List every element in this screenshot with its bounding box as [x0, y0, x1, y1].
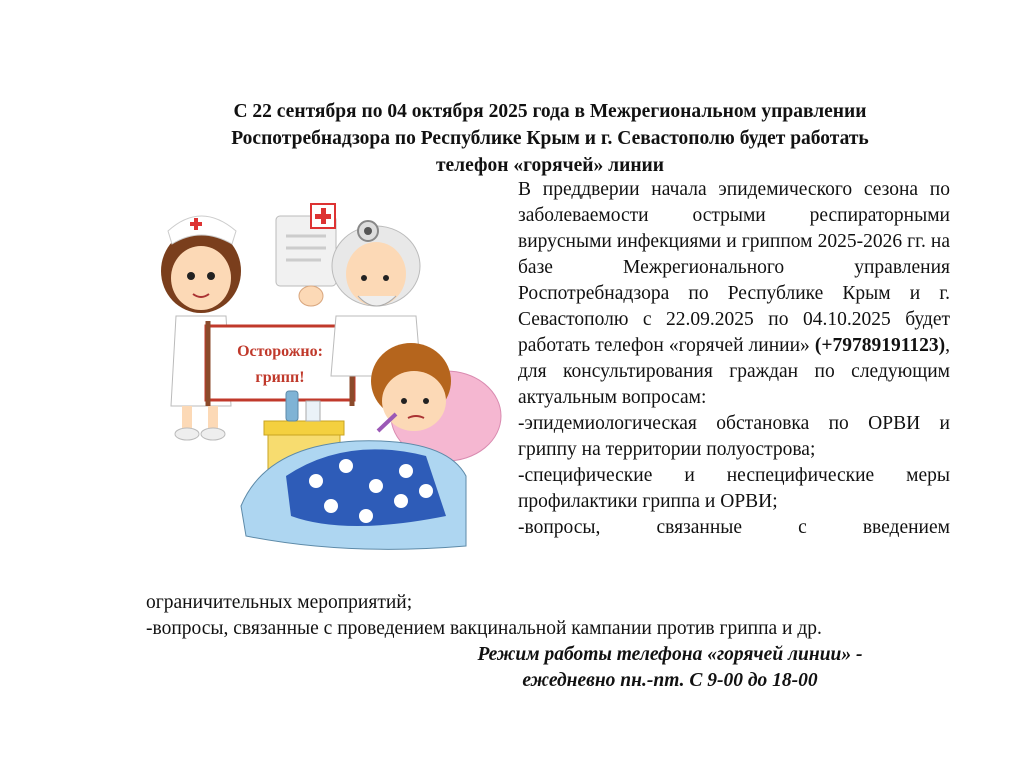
schedule-line-2: ежедневно пн.-пт. С 9-00 до 18-00: [522, 670, 818, 691]
title-line-2: Роспотребнадзора по Республике Крым и г. Севастополю будет работать: [231, 128, 869, 149]
topic-item-1: -эпидемиологическая обстановка по ОРВИ и гриппу на территории полуострова;: [518, 413, 950, 460]
title-line-1: С 22 сентября по 04 октября 2025 года в Межрегиональном управлении: [233, 101, 867, 122]
topic-item-4: -вопросы, связанные с проведением вакцинальной кампании против гриппа и др.: [146, 618, 822, 639]
topic-item-3-end: ограничительных мероприятий;: [146, 592, 413, 613]
flu-illustration: [146, 176, 506, 574]
intro-text-continued: , для консультирования граждан по следующим актуальным вопросам:: [518, 335, 951, 408]
main-text-block: [518, 177, 950, 541]
sign-text-line-1: Осторожно:: [237, 343, 323, 360]
sign-text-line-2: грипп!: [255, 369, 305, 386]
schedule-line-1: Режим работы телефона «горячей линии» -: [477, 644, 863, 665]
topic-item-2: -специфические и неспецифические меры профилактики гриппа и ОРВИ;: [518, 465, 950, 512]
announcement-title: [150, 98, 950, 179]
hotline-schedule: [420, 642, 920, 694]
medical-cross-icon: [311, 204, 335, 228]
intro-text: В преддверии начала эпидемического сезона по заболеваемости острыми респираторными вирусными инфекциями и гриппом 2025-2026 гг. на базе Межрегионального управления Роспотребнадзора по Республике Крым и г. Севастополю с 22.09.2025 по 04.10.2025 будет работать телефон «горячей линии»: [518, 179, 950, 356]
hotline-phone-number: (+79789191123): [814, 335, 946, 356]
topic-item-3-start: -вопросы, связанные с введением: [518, 517, 950, 538]
title-line-3: телефон «горячей» линии: [435, 155, 665, 176]
intro-paragraph: [518, 177, 950, 411]
wide-text-block: [146, 590, 951, 642]
